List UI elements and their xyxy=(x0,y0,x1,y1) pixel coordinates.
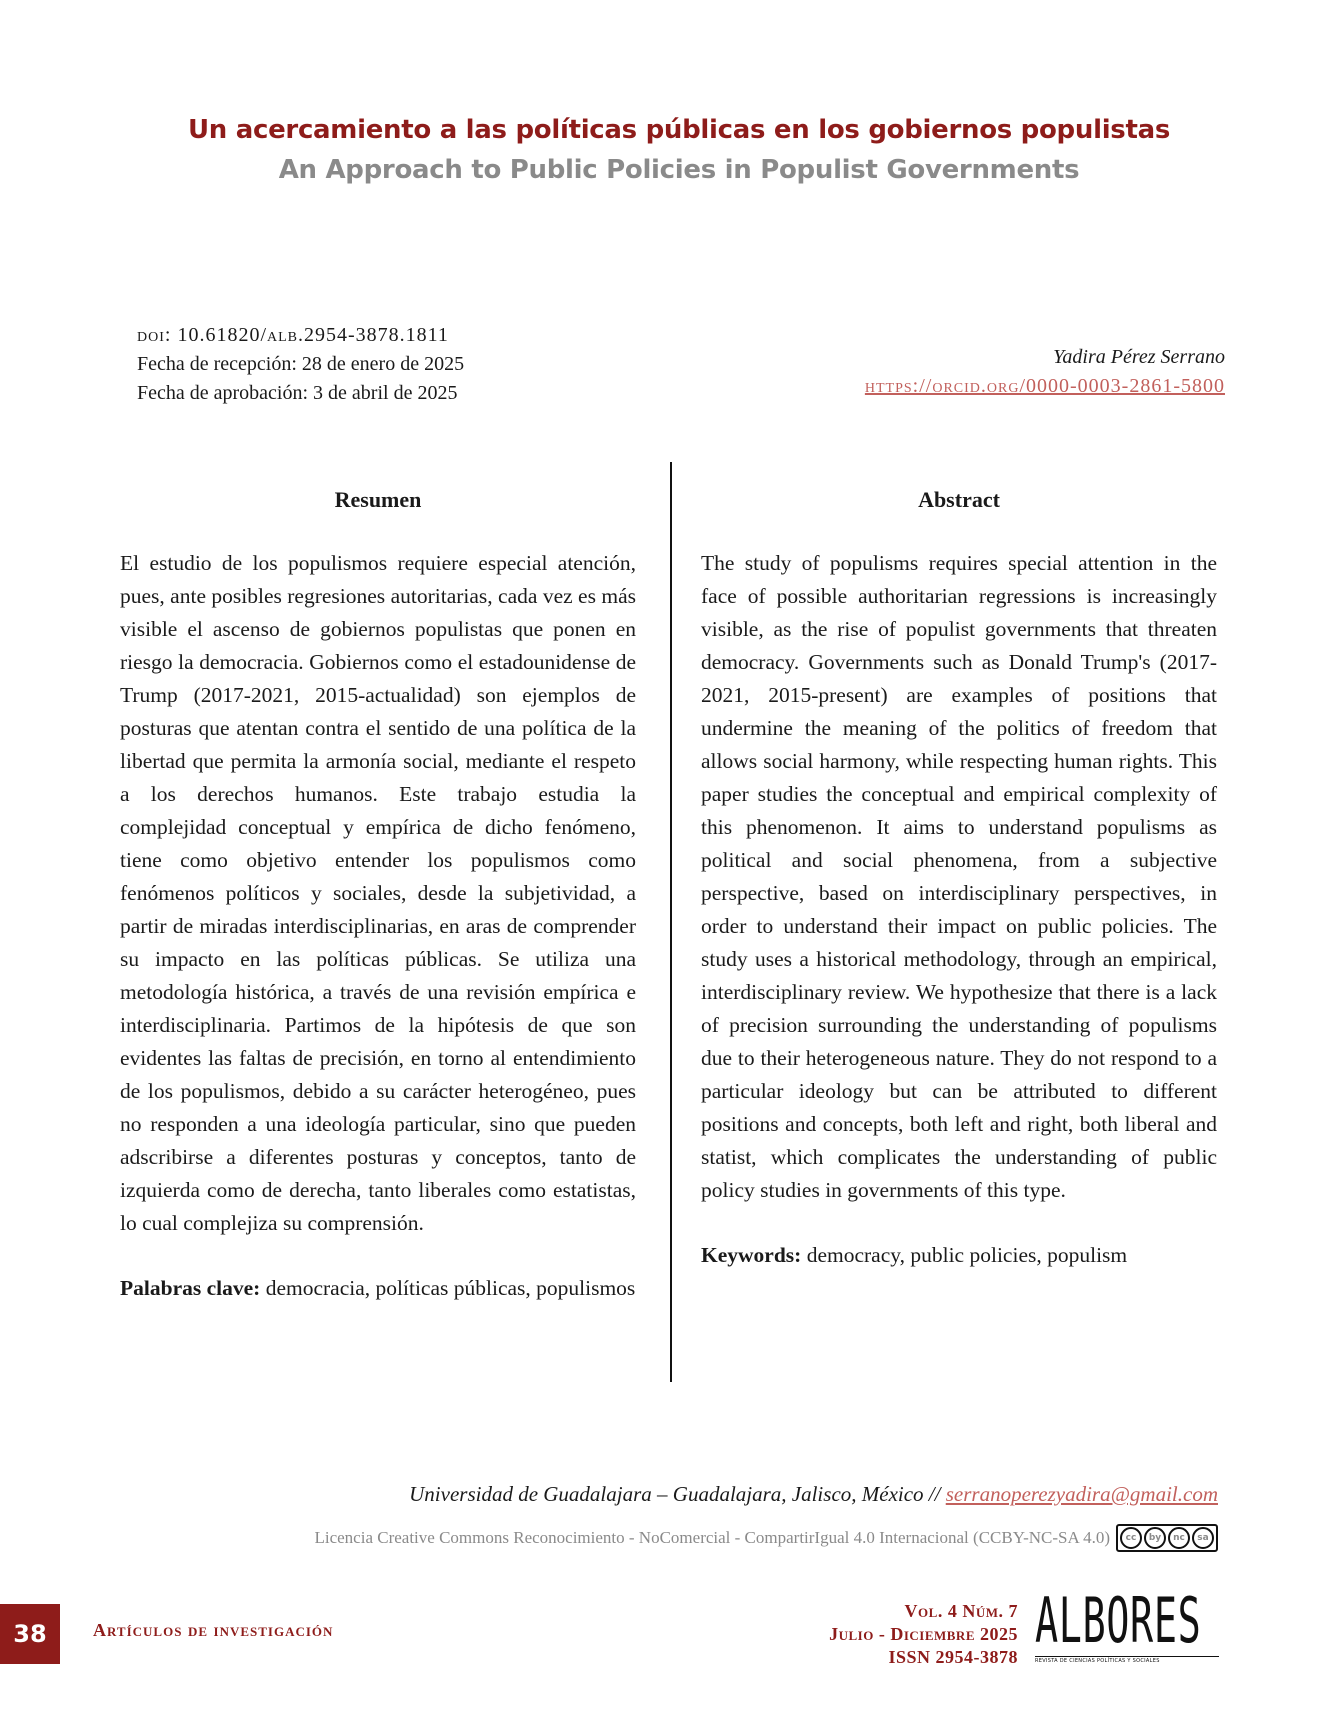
volume-info xyxy=(829,1600,1018,1669)
page-number: 38 xyxy=(0,1604,60,1664)
sa-icon: sa xyxy=(1192,1527,1214,1549)
license-text: Licencia Creative Commons Reconocimiento - NoComercial - CompartirIgual 4.0 Internacional (CCBY-NC-SA 4.0) xyxy=(314,1528,1110,1547)
keywords-label: Palabras clave: xyxy=(120,1276,261,1300)
abstract-heading: Abstract xyxy=(918,487,1000,512)
abstract-keywords xyxy=(701,1239,1217,1272)
keywords-text: democracy, public policies, populism xyxy=(806,1243,1128,1267)
license-line xyxy=(314,1524,1218,1552)
orcid-link[interactable]: https://orcid.org/0000-0003-2861-5800 xyxy=(864,375,1225,397)
nc-icon: nc xyxy=(1168,1527,1190,1549)
period: Julio - Diciembre 2025 xyxy=(829,1624,1018,1644)
keywords-label: Keywords: xyxy=(701,1243,802,1267)
institution-line xyxy=(409,1482,1218,1507)
title-spanish: Un acercamiento a las políticas públicas en los gobiernos populistas xyxy=(187,115,1171,145)
section-name: Artículos de investigación xyxy=(93,1620,334,1640)
logo-subtitle: REVISTA DE CIENCIAS POLÍTICAS Y SOCIALES xyxy=(1035,1656,1219,1664)
title-block xyxy=(0,110,1338,190)
approved-date: Fecha de aprobación: 3 de abril de 2025 xyxy=(137,382,458,404)
by-icon: by xyxy=(1144,1527,1166,1549)
title-english: An Approach to Public Policies in Populist Governments xyxy=(278,155,1080,185)
email-link[interactable]: serranoperezyadira@gmail.com xyxy=(945,1482,1218,1506)
institution: Universidad de Guadalajara – Guadalajara, Jalisco, México // xyxy=(409,1482,941,1506)
volume: Vol. 4 Núm. 7 xyxy=(904,1601,1018,1621)
creative-commons-badge[interactable] xyxy=(1116,1524,1218,1552)
resumen-heading: Resumen xyxy=(334,487,422,512)
author-block xyxy=(865,343,1225,401)
abstract-column xyxy=(701,485,1217,1272)
author-name: Yadira Pérez Serrano xyxy=(1053,346,1225,368)
cc-icon: cc xyxy=(1120,1527,1142,1549)
resumen-keywords xyxy=(120,1272,636,1305)
issn: ISSN 2954-3878 xyxy=(888,1647,1018,1667)
logo-word: ALBORES xyxy=(1035,1584,1202,1657)
doi: doi: 10.61820/alb.2954-3878.1811 xyxy=(137,324,449,346)
article-metadata xyxy=(137,321,464,408)
keywords-text: democracia, políticas públicas, populismos xyxy=(265,1276,636,1300)
resumen-column xyxy=(120,485,636,1305)
albores-logo xyxy=(1035,1584,1219,1664)
abstract-body: The study of populisms requires special attention in the face of possible authoritarian regressions is increasingly visible, as the rise of populist governments that threaten democracy. Governments such as Donald Trump's (2017-2021, 2015-present) are examples of positions that undermine the meaning of the politics of freedom that allows social harmony, while respecting human rights. This paper studies the conceptual and empirical complexity of this phenomenon. It aims to understand populisms as political and social phenomena, from a subjective perspective, based on interdisciplinary perspectives, in order to understand their impact on public policies. The study uses a historical methodology, through an empirical, interdisciplinary review. We hypothesize that there is a lack of precision surrounding the understanding of populisms due to their heterogeneous nature. They do not respond to a particular ideology but can be attributed to different positions and concepts, both left and right, both liberal and statist, which complicates the understanding of public policy studies in governments of this type. xyxy=(701,551,1217,1202)
resumen-body: El estudio de los populismos requiere especial atención, pues, ante posibles regresiones autoritarias, cada vez es más visible el ascenso de gobiernos populistas que ponen en riesgo la democracia. Gobiernos como el estadounidense de Trump (2017-2021, 2015-actualidad) son ejemplos de posturas que atentan contra el sentido de una política de la libertad que permita la armonía social, mediante el respeto a los derechos humanos. Este trabajo estudia la complejidad conceptual y empírica de dicho fenómeno, tiene como objetivo entender los populismos como fenómenos políticos y sociales, desde la subjetividad, a partir de miradas interdisciplinarias, en aras de comprender su impacto en las políticas públicas. Se utiliza una metodología histórica, a través de una revisión empírica e interdisciplinaria. Partimos de la hipótesis de que son evidentes las faltas de precisión, en torno al entendimiento de los populismos, debido a su carácter heterogéneo, pues no responden a una ideología particular, sino que pueden adscribirse a diferentes posturas y conceptos, tanto de izquierda como de derecha, tanto liberales como estatistas, lo cual complejiza su comprensión. xyxy=(120,551,636,1235)
column-divider xyxy=(670,462,672,1382)
received-date: Fecha de recepción: 28 de enero de 2025 xyxy=(137,353,465,375)
